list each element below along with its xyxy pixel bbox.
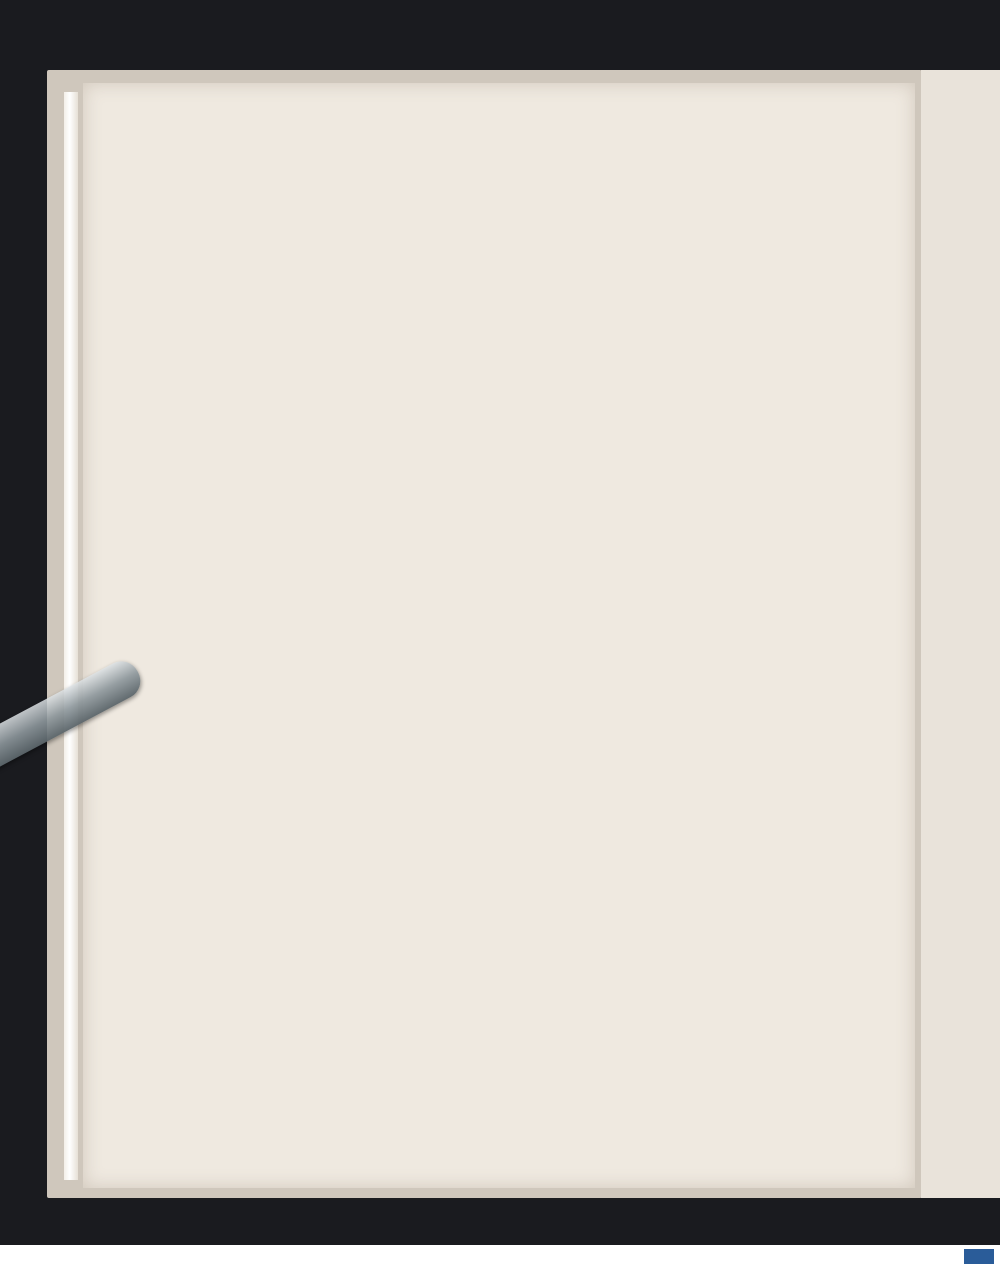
book-page xyxy=(83,83,915,1188)
page-edge xyxy=(64,92,78,1180)
footer-bar xyxy=(0,1245,1000,1268)
dfg-logo xyxy=(964,1249,994,1264)
adjacent-page xyxy=(921,70,1000,1198)
